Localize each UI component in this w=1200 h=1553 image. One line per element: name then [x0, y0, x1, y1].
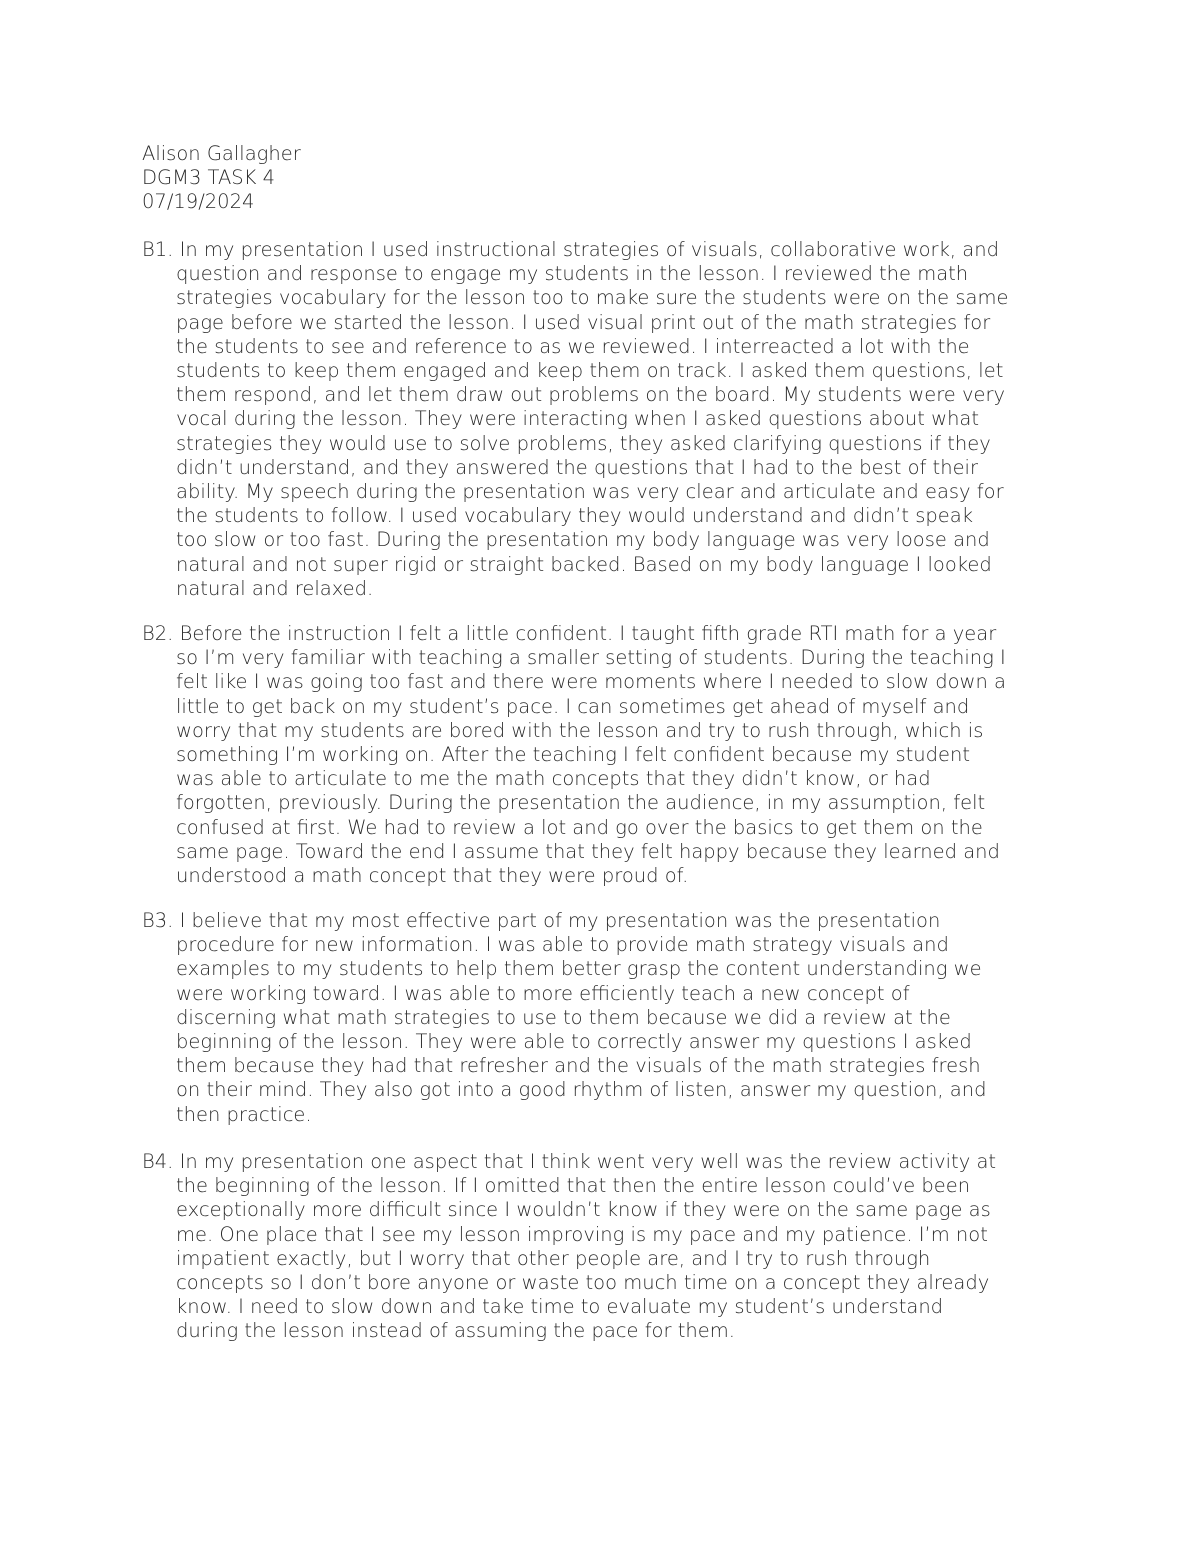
section-label: B4. — [142, 1150, 174, 1173]
section-b2 — [142, 622, 1072, 888]
section-line: I believe that my most effective part of my presentation was the presentation — [173, 909, 941, 932]
author-name: Alison Gallagher — [142, 142, 301, 165]
section-line: them because they had that refresher and the visuals of the math strategies fresh — [176, 1054, 981, 1078]
section-line: exceptionally more difficult since I wouldn’t know if they were on the same page as — [176, 1198, 991, 1222]
section-line: then practice. — [176, 1102, 312, 1126]
section-label: B2. — [142, 622, 174, 645]
section-line: procedure for new information. I was able to provide math strategy visuals and — [176, 933, 949, 957]
section-b3 — [142, 909, 1072, 1127]
section-line: In my presentation one aspect that I think went very well was the review activity at — [179, 1150, 997, 1173]
section-line: understood a math concept that they were proud of. — [176, 864, 689, 888]
section-line: was able to articulate to me the math concepts that they didn’t know, or had — [176, 767, 931, 791]
course-task: DGM3 TASK 4 — [142, 166, 276, 190]
section-line: impatient exactly, but I worry that other people are, and I try to rush through — [176, 1246, 931, 1270]
section-line: beginning of the lesson. They were able to correctly answer my questions I asked — [176, 1030, 972, 1054]
section-line: confused at first. We had to review a lot and go over the basics to get them on the — [176, 815, 983, 839]
section-line: natural and relaxed. — [176, 576, 374, 600]
section-line: same page. Toward the end I assume that they felt happy because they learned and — [176, 839, 1000, 863]
section-b4 — [142, 1150, 1072, 1344]
section-line: didn’t understand, and they answered the questions that I had to the best of their — [176, 455, 978, 479]
section-line: the beginning of the lesson. If I omitted that then the entire lesson could’ve been — [176, 1174, 971, 1198]
section-line: little to get back on my student’s pace. I can sometimes get ahead of myself and — [176, 694, 970, 718]
section-line: ability. My speech during the presentation was very clear and articulate and easy for — [176, 480, 1004, 504]
section-line: too slow or too fast. During the presentation my body language was very loose and — [176, 528, 990, 552]
section-line: concepts so I don’t bore anyone or waste too much time on a concept they already — [176, 1271, 990, 1295]
section-line: natural and not super rigid or straight backed. Based on my body language I looked — [176, 552, 992, 576]
section-line: strategies they would use to solve problems, they asked clarifying questions if they — [176, 431, 991, 455]
section-line: me. One place that I see my lesson improving is my pace and my patience. I’m not — [176, 1222, 988, 1246]
section-line: students to keep them engaged and keep them on track. I asked them questions, let — [176, 359, 1004, 383]
section-line: Before the instruction I felt a little confident. I taught fifth grade RTI math for a year — [179, 622, 997, 645]
section-line: In my presentation I used instructional strategies of visuals, collaborative work, and — [173, 238, 999, 261]
section-line: examples to my students to help them better grasp the content understanding we — [176, 957, 982, 981]
section-line: know. I need to slow down and take time to evaluate my student’s understand — [176, 1295, 944, 1319]
section-line: during the lesson instead of assuming the pace for them. — [176, 1319, 735, 1343]
section-line: the students to follow. I used vocabulary they would understand and didn’t speak — [176, 504, 974, 528]
section-label: B3. — [142, 909, 174, 932]
section-line: worry that my students are bored with the lesson and try to rush through, which is — [176, 718, 984, 742]
section-line: something I’m working on. After the teaching I felt confident because my student — [176, 743, 971, 767]
section-line: discerning what math strategies to use to them because we did a review at the — [176, 1005, 951, 1029]
section-line: question and response to engage my students in the lesson. I reviewed the math — [176, 262, 969, 286]
section-line: vocal during the lesson. They were interacting when I asked questions about what — [176, 407, 980, 431]
section-line: felt like I was going too fast and there were moments where I needed to slow down a — [176, 670, 1007, 694]
section-line: page before we started the lesson. I used visual print out of the math strategies for — [176, 310, 991, 334]
section-line: forgotten, previously. During the presentation the audience, in my assumption, felt — [176, 791, 986, 815]
section-line: the students to see and reference to as we reviewed. I interreacted a lot with the — [176, 334, 970, 358]
section-line: were working toward. I was able to more efficiently teach a new concept of — [176, 981, 910, 1005]
section-line: them respond, and let them draw out problems on the board. My students were very — [176, 383, 1006, 407]
section-line: strategies vocabulary for the lesson too to make sure the students were on the same — [176, 286, 1009, 310]
section-b1 — [142, 238, 1072, 601]
document-header — [142, 142, 301, 215]
section-line: on their mind. They also got into a good rhythm of listen, answer my question, and — [176, 1078, 987, 1102]
section-label: B1. — [142, 238, 174, 261]
document-date: 07/19/2024 — [142, 190, 255, 214]
section-line: so I’m very familiar with teaching a smaller setting of students. During the teaching I — [176, 646, 1006, 670]
